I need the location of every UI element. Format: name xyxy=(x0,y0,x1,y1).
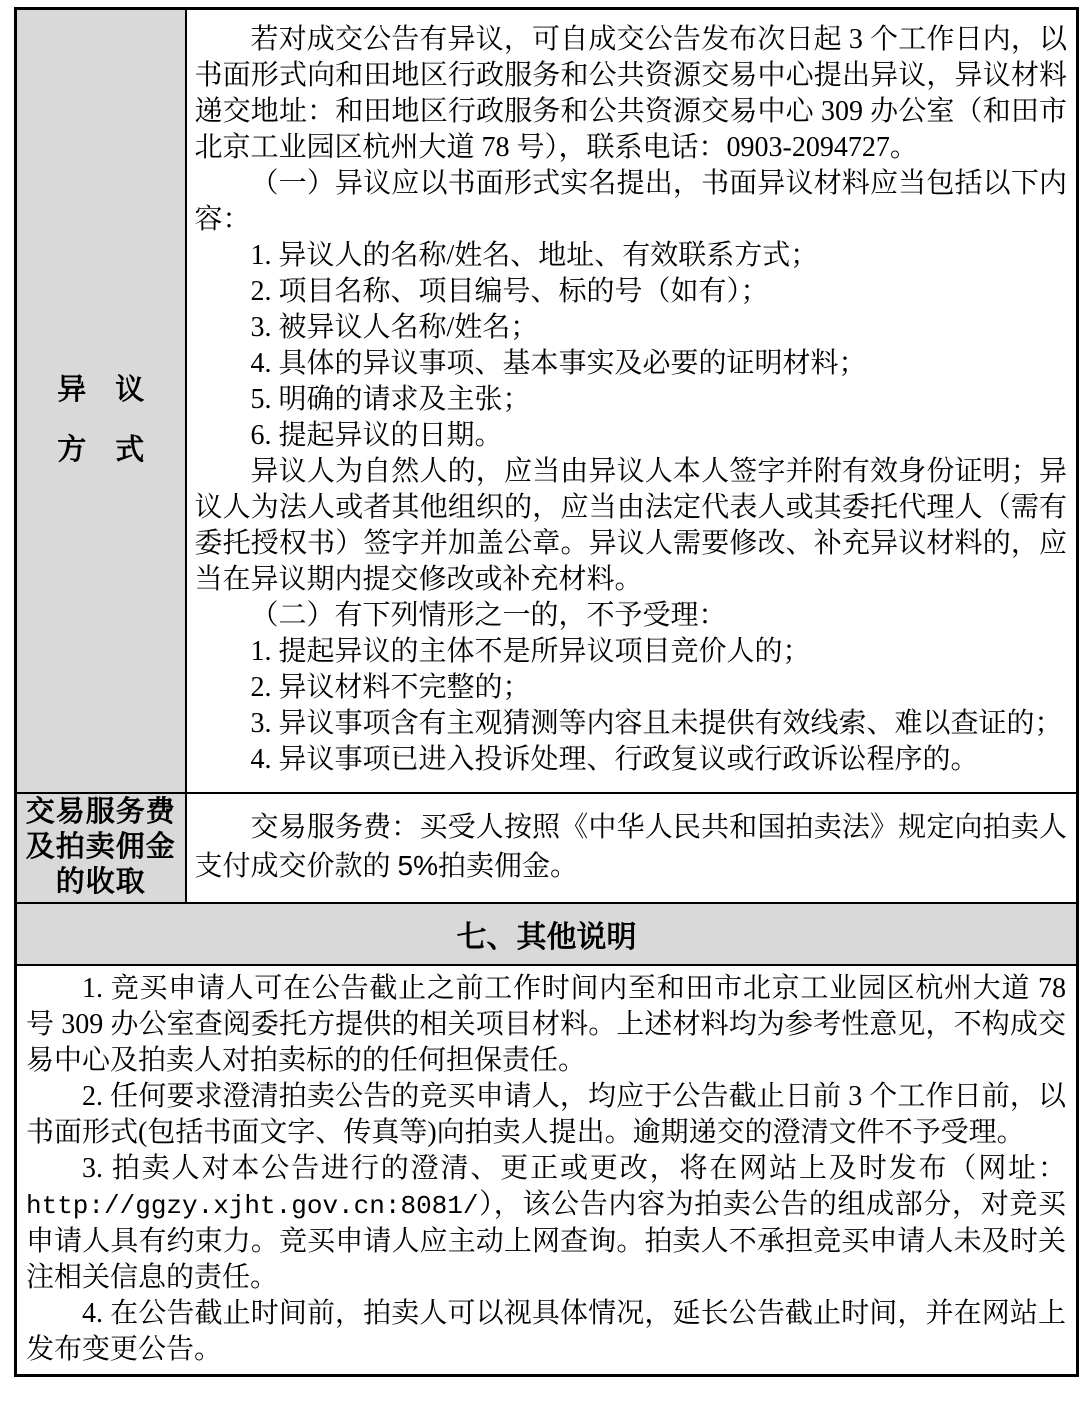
objection-label-gap xyxy=(18,408,184,432)
service-fee-content-cell xyxy=(186,793,1078,903)
paragraph-note-4: 4. 在公告截止时间前，拍卖人可以视具体情况，延长公告截止时间，并在网站上发布变更公告。 xyxy=(26,1297,1066,1365)
list-item-rejection-3: 3. 异议事项含有主观猜测等内容且未提供有效线索、难以查证的； xyxy=(250,708,1063,739)
service-fee-label-cell xyxy=(16,793,186,903)
list-item-objection-1: 1. 异议人的名称/姓名、地址、有效联系方式； xyxy=(250,240,819,271)
paragraph-objection-intro: 若对成交公告有异议，可自成交公告发布次日起 3 个工作日内，以书面形式向和田地区行政服务和公共资源交易中心提出异议，异议材料递交地址：和田地区行政服务和公共资源交易中心 309 办公室（和田市北京工业园区杭州大道 78 号），联系电话：0903-2094727。 xyxy=(194,24,1067,163)
objection-method-label-cell xyxy=(16,9,186,793)
paragraph-note-2: 2. 任何要求澄清拍卖公告的竞买申请人，均应于公告截止日前 3 个工作日前，以书面形式(包括书面文字、传真等)向拍卖人提出。逾期递交的澄清文件不予受理。 xyxy=(26,1080,1066,1148)
fee-label-line-2: 及拍卖佣金 xyxy=(25,831,176,863)
list-item-objection-6: 6. 提起异议的日期。 xyxy=(250,420,503,451)
list-item-objection-4: 4. 具体的异议事项、基本事实及必要的证明材料； xyxy=(250,348,867,379)
service-fee-text-suffix: 拍卖佣金。 xyxy=(437,851,578,882)
paragraph-note-3 xyxy=(26,1151,1066,1296)
other-notes-cell xyxy=(16,965,1078,1376)
table-row-other-notes xyxy=(16,965,1078,1376)
paragraph-note-1: 1. 竞买申请人可在公告截止之前工作时间内至和田市北京工业园区杭州大道 78 号 309 办公室查阅委托方提供的相关项目材料。上述材料均为参考性意见，不构成交易中心及拍卖人对拍卖标的的任何担保责任。 xyxy=(26,972,1066,1076)
fee-label-line-3: 的收取 xyxy=(55,866,146,898)
paragraph-objection-signature: 异议人为自然人的，应当由异议人本人签字并附有效身份证明；异议人为法人或者其他组织的，应当由法定代表人或其委托代理人（需有委托授权书）签字并加盖公章。异议人需要修改、补充异议材料的，应当在异议期内提交修改或补充材料。 xyxy=(194,456,1067,595)
note-3-text-suffix: ），该公告内容为拍卖公告的组成部分，对竞买申请人具有约束力。竞买申请人应主动上网查询。拍卖人不承担竞买申请人未及时关注相关信息的责任。 xyxy=(26,1188,1066,1293)
note-3-website-url: http://ggzy.xjht.gov.cn:8081/ xyxy=(26,1190,479,1221)
paragraph-objection-section1: （一）异议应以书面形式实名提出，书面异议材料应当包括以下内容： xyxy=(194,168,1067,235)
auction-announcement-page xyxy=(0,7,1087,1413)
list-item-objection-3: 3. 被异议人名称/姓名； xyxy=(250,312,539,343)
objection-label-line-1: 异 议 xyxy=(57,374,145,407)
service-fee-percentage: 5% xyxy=(397,850,438,881)
objection-label-line-2: 方 式 xyxy=(57,434,145,467)
section-header-other-notes: 七、其他说明 xyxy=(16,903,1078,965)
paragraph-service-fee xyxy=(195,809,1068,886)
note-3-text-prefix: 3. 拍卖人对本公告进行的澄清、更正或更改，将在网站上及时发布（网址： xyxy=(82,1152,1066,1184)
objection-method-content-cell xyxy=(186,9,1078,793)
announcement-table xyxy=(14,7,1079,1377)
list-item-objection-5: 5. 明确的请求及主张； xyxy=(250,384,531,415)
paragraph-objection-section2: （二）有下列情形之一的，不予受理： xyxy=(250,600,727,631)
table-row-service-fee xyxy=(16,793,1078,903)
table-row-objection-method xyxy=(16,9,1078,793)
service-fee-text-prefix: 交易服务费：买受人按照《中华人民共和国拍卖法》规定向拍卖人支付成交价款的 xyxy=(194,812,1067,882)
list-item-rejection-4: 4. 异议事项已进入投诉处理、行政复议或行政诉讼程序的。 xyxy=(250,744,979,775)
list-item-rejection-1: 1. 提起异议的主体不是所异议项目竞价人的； xyxy=(250,636,811,667)
table-row-section-header xyxy=(16,903,1078,965)
list-item-rejection-2: 2. 异议材料不完整的； xyxy=(250,672,531,703)
list-item-objection-2: 2. 项目名称、项目编号、标的号（如有）； xyxy=(250,276,769,307)
fee-label-line-1: 交易服务费 xyxy=(25,796,176,828)
